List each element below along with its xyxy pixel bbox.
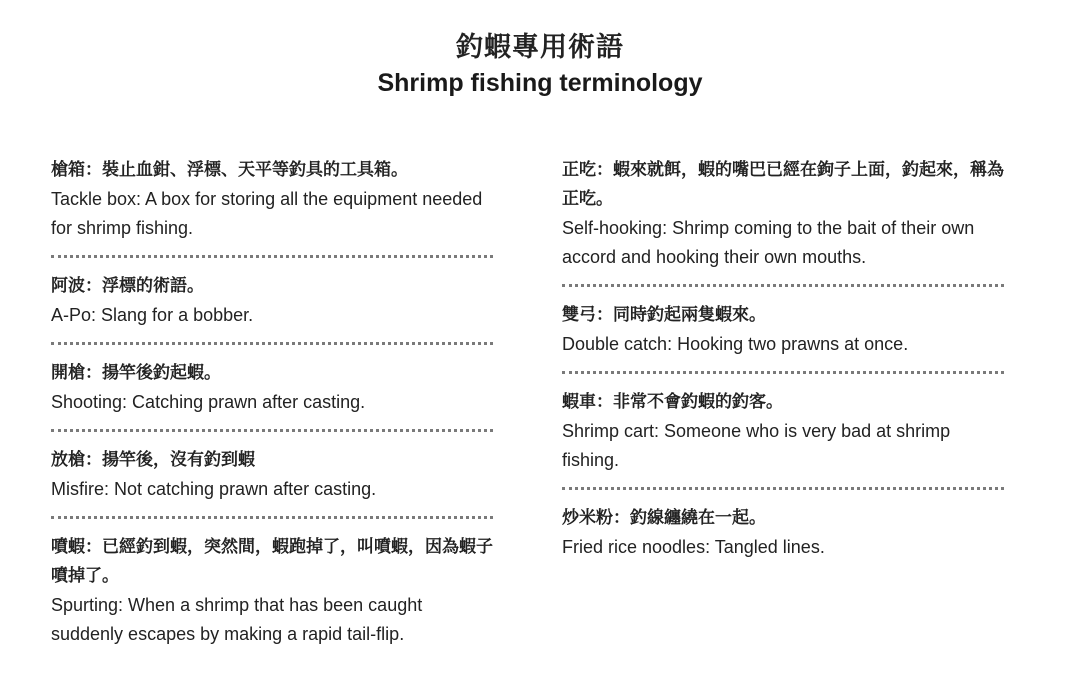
term-chinese: 噴蝦：已經釣到蝦，突然間，蝦跑掉了，叫噴蝦，因為蝦子噴掉了。	[51, 537, 493, 586]
page-header	[0, 30, 1080, 100]
term-chinese: 開槍：揚竿後釣起蝦。	[51, 363, 221, 383]
terms-column-right	[562, 156, 1004, 574]
term-entry-fried-rice-noodles	[562, 490, 1004, 574]
term-english: Fried rice noodles: Tangled lines.	[562, 537, 825, 557]
page-title-english: Shrimp fishing terminology	[377, 69, 703, 97]
term-english: Shooting: Catching prawn after casting.	[51, 392, 366, 412]
term-chinese: 正吃：蝦來就餌，蝦的嘴巴已經在鉤子上面，釣起來，稱為正吃。	[562, 160, 1004, 209]
term-english: Spurting: When a shrimp that has been caught suddenly escapes by making a rapid tail-flip.	[51, 595, 423, 644]
term-chinese: 阿波：浮標的術語。	[51, 276, 204, 296]
term-english: A-Po: Slang for a bobber.	[51, 305, 254, 325]
term-english: Shrimp cart: Someone who is very bad at shrimp fishing.	[562, 421, 951, 470]
term-entry-shooting	[51, 345, 493, 432]
term-english: Double catch: Hooking two prawns at once.	[562, 334, 909, 354]
term-entry-shrimp-cart	[562, 374, 1004, 490]
term-entry-a-po	[51, 258, 493, 345]
term-entry-self-hooking	[562, 156, 1004, 287]
term-chinese: 蝦車：非常不會釣蝦的釣客。	[562, 392, 783, 412]
page-title-chinese: 釣蝦專用術語	[456, 32, 624, 63]
term-entry-double-catch	[562, 287, 1004, 374]
term-entry-spurting	[51, 519, 493, 661]
term-entry-tackle-box	[51, 156, 493, 258]
term-chinese: 放槍：揚竿後，沒有釣到蝦	[51, 450, 255, 470]
term-english: Self-hooking: Shrimp coming to the bait of their own accord and hooking their own mouths.	[562, 218, 975, 267]
term-chinese: 槍箱：裝止血鉗、浮標、天平等釣具的工具箱。	[51, 160, 408, 180]
term-entry-misfire	[51, 432, 493, 519]
term-chinese: 雙弓：同時釣起兩隻蝦來。	[562, 305, 766, 325]
term-english: Tackle box: A box for storing all the equipment needed for shrimp fishing.	[51, 189, 483, 238]
term-english: Misfire: Not catching prawn after casting.	[51, 479, 377, 499]
terms-column-left	[51, 156, 493, 661]
term-chinese: 炒米粉：釣線纏繞在一起。	[562, 508, 766, 528]
